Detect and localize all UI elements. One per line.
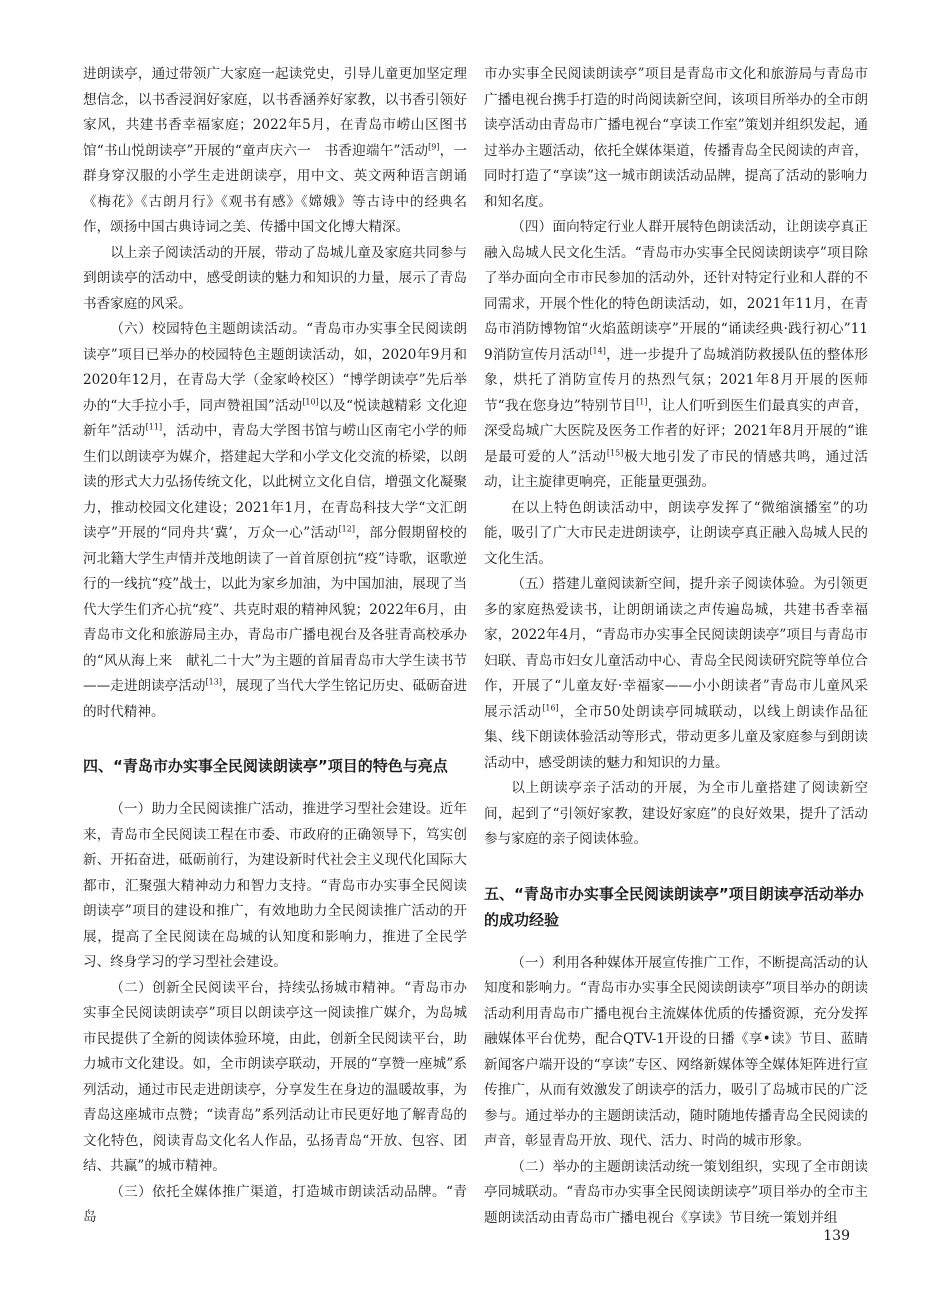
section-heading: 四、“青岛市办实事全民阅读朗读亭”项目的特色与亮点: [83, 757, 448, 775]
paragraph: （四）面向特定行业人群开展特色朗读活动，让朗读亭真正融入岛城人民文化生活。“青岛市办实事全民阅读朗读亭”项目除了举办面向全市市民参加的活动外，还针对特定行业和人群的不同需求，开展个性化的特色朗读活动，如，2021年11月，在青岛市消防博物馆“火焰蓝朗读亭”开展的“诵读经典·践行初心”119消防宣传月活动[14]，进一步提升了岛城消防救援队伍的整体形象，烘托了消防宣传月的热烈气氛；2021年8月开展的医师节“我在您身边”特别节目[1]，让人们听到医生们最真实的声音，深受岛城广大医院及医务工作者的好评；2021年8月开展的“谁是最可爱的人”活动[15]极大地引发了市民的情感共鸣，通过活动，让主旋律更响亮，正能量更强劲。: [484, 219, 869, 490]
citation-ref: [13]: [205, 677, 222, 687]
citation-ref: [11]: [145, 422, 163, 432]
paragraph: 进朗读亭，通过带领广大家庭一起读党史，引导儿童更加坚定理想信念，以书香浸润好家庭，以书香涵养好家教，以书香引领好家风，共建书香幸福家庭；2022年5月，在青岛市崂山区图书馆“书山悦朗读亭”开展的“童声庆六一 书香迎端午”活动[9]，一群身穿汉服的小学生走进朗读亭，用中文、英文两种语言朗诵《梅花》《古朗月行》《观书有感》《嫦娥》等古诗中的经典名作，颂扬中国古典诗词之美、传播中国文化博大精深。: [83, 66, 468, 235]
citation-ref: [1]: [636, 396, 648, 406]
paragraph: 在以上特色朗读活动中，朗读亭发挥了“微缩演播室”的功能，吸引了广大市民走进朗读亭，让朗读亭真正融入岛城人民的文化生活。: [484, 499, 868, 567]
paragraph: （二）举办的主题朗读活动统一策划组织，实现了全市朗读亭同城联动。“青岛市办实事全民阅读朗读亭”项目举办的全市主题朗读活动由青岛市广播电视台《享读》节目统一策划并组: [484, 1158, 868, 1226]
paragraph: 以上朗读亭亲子活动的开展，为全市儿童搭建了阅读新空间，起到了“引领好家教，建设好家庭”的良好效果，提升了活动参与家庭的亲子阅读体验。: [484, 780, 868, 847]
paragraph: （五）搭建儿童阅读新空间，提升亲子阅读体验。为引领更多的家庭热爱读书，让朗朗诵读之声传遍岛城，共建书香幸福家，2022年4月，“青岛市办实事全民阅读朗读亭”项目与青岛市妇联、青岛市妇女儿童活动中心、青岛全民阅读研究院等单位合作，开展了“儿童友好·幸福家——小小朗读者”青岛市儿童风采展示活动[16]，全市50处朗读亭同城联动，以线上朗读作品征集、线下朗读体验活动等形式，带动更多儿童及家庭参与到朗读活动中，感受朗读的魅力和知识的力量。: [484, 576, 869, 771]
page-number: 139: [823, 1228, 850, 1244]
paragraph: 以上亲子阅读活动的开展，带动了岛城儿童及家庭共同参与到朗读亭的活动中，感受朗读的魅力和知识的力量，展示了青岛书香家庭的风采。: [83, 244, 467, 312]
section-heading: 五、“青岛市办实事全民阅读朗读亭”项目朗读亭活动举办的成功经验: [484, 884, 864, 929]
paragraph: 市办实事全民阅读朗读亭”项目是青岛市文化和旅游局与青岛市广播电视台携手打造的时尚阅读新空间，该项目所举办的全市朗读亭活动由青岛市广播电视台“享读工作室”策划并组织发起，通过举办主题活动，依托全媒体渠道，传播青岛全民阅读的声音，同时打造了“享读”这一城市朗读活动品牌，提高了活动的影响力和知名度。: [484, 66, 868, 210]
paragraph: （一）助力全民阅读推广活动，推进学习型社会建设。近年来，青岛市全民阅读工程在市委、市政府的正确领导下，笃实创新、开拓奋进，砥砺前行，为建设新时代社会主义现代化国际大都市，汇聚强大精神动力和智力支持。“青岛市办实事全民阅读朗读亭”项目的建设和推广，有效地助力全民阅读推广活动的开展，提高了全民阅读在岛城的认知度和影响力，推进了全民学习、终身学习的学习型社会建设。: [83, 801, 467, 970]
paragraph: （六）校园特色主题朗读活动。“青岛市办实事全民阅读朗读亭”项目已举办的校园特色主题朗读活动，如，2020年9月和2020年12月，在青岛大学（金家岭校区）“博学朗读亭”先后举办的“大手拉小手，同声赞祖国”活动[10]以及“悦读越精彩 文化迎新年”活动[11]，活动中，青岛大学图书馆与崂山区南宅小学的师生们以朗读亭为媒介，搭建起大学和小学文化交流的桥梁，以朗读的形式大力弘扬传统文化，以此树立文化自信，增强文化凝聚力，推动校园文化建设；2021年1月，在青岛科技大学“文汇朗读亭”开展的“同舟共‘冀’，万众一心”活动[12]，部分假期留校的河北籍大学生声情并茂地朗读了一首首原创抗“疫”诗歌，讴歌逆行的一线抗“疫”战士，以此为家乡加油，为中国加油，展现了当代大学生们齐心抗“疫”、共克时艰的精神风貌；2022年6月，由青岛市文化和旅游局主办，青岛市广播电视台及各驻青高校承办的“风从海上来 献礼二十大”为主题的首届青岛市大学生读书节——走进朗读亭活动[13]，展现了当代大学生铭记历史、砥砺奋进的时代精神。: [83, 321, 468, 720]
left-column: [83, 62, 467, 1231]
citation-ref: [12]: [338, 524, 355, 534]
paragraph: （三）依托全媒体推广渠道，打造城市朗读活动品牌。“青岛: [83, 1183, 467, 1225]
paragraph: （一）利用各种媒体开展宣传推广工作，不断提高活动的认知度和影响力。“青岛市办实事全民阅读朗读亭”项目举办的朗读活动利用青岛市广播电视台主流媒体优质的传播资源，充分发挥融媒体平台优势，配合QTV-1开设的日播《享•读》节目、蓝睛新闻客户端开设的“享读”专区、网络新媒体等全媒体矩阵进行宣传推广，从而有效激发了朗读亭的活力，吸引了岛城市民的广泛参与。通过举办的主题朗读活动，随时随地传播青岛全民阅读的声音，彰显青岛开放、现代、活力、时尚的城市形象。: [484, 954, 868, 1149]
right-column: [484, 62, 868, 1231]
citation-ref: [16]: [542, 702, 559, 712]
citation-ref: [14]: [589, 345, 606, 355]
paragraph: （二）创新全民阅读平台，持续弘扬城市精神。“青岛市办实事全民阅读朗读亭”项目以朗读亭这一阅读推广媒介，为岛城市民提供了全新的阅读体验环境，由此，创新全民阅读平台，助力城市文化建设。如，全市朗读亭联动，开展的“享赞一座城”系列活动，通过市民走进朗读亭，分享发生在身边的温暖故事，为青岛这座城市点赞；“读青岛”系列活动让市民更好地了解青岛的文化特色，阅读青岛文化名人作品，弘扬青岛“开放、包容、团结、共赢”的城市精神。: [83, 979, 467, 1174]
citation-ref: [15]: [606, 447, 624, 457]
citation-ref: [10]: [302, 396, 319, 406]
citation-ref: [9]: [428, 141, 440, 151]
